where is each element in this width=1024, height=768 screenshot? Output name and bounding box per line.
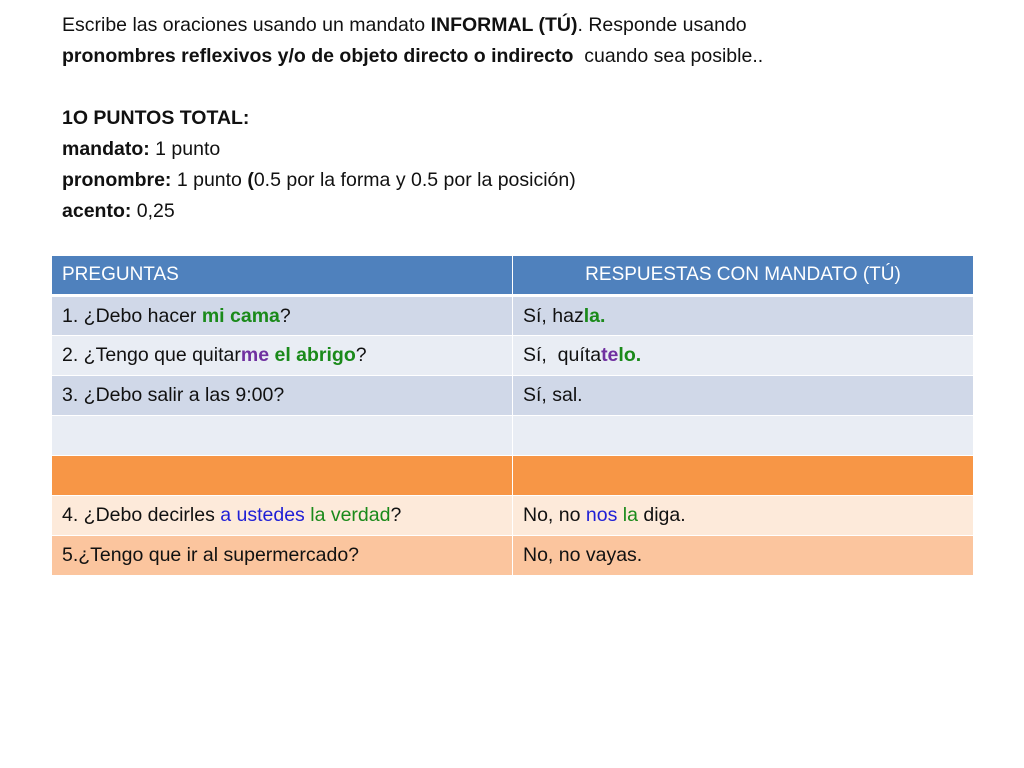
instruction-line-1 xyxy=(62,10,982,41)
question-text: 4. ¿Debo decirles xyxy=(62,504,221,526)
points-title xyxy=(62,103,982,134)
pronombre-paren: ( xyxy=(247,169,254,191)
direct-object-pronoun: la. xyxy=(583,304,606,327)
empty-cell xyxy=(513,416,974,456)
answer-cell: Sí, sal. xyxy=(513,376,974,416)
instruction-pronouns: pronombres reflexivos y/o de objeto directo o indirecto xyxy=(62,45,574,67)
answer-cell xyxy=(513,336,974,376)
table-row xyxy=(52,536,974,576)
reflexive-pronoun: te xyxy=(601,344,619,366)
instructions-block xyxy=(62,10,982,227)
acento-label: acento: xyxy=(62,200,132,222)
answer-cell: No, no vayas. xyxy=(513,536,974,576)
empty-cell xyxy=(52,416,513,456)
question-text: ? xyxy=(279,304,291,327)
table-row-separator xyxy=(52,456,974,496)
instruction-text: cuando sea posible.. xyxy=(573,45,764,67)
answer-text: Sí, quíta xyxy=(523,344,602,366)
question-text: 2. ¿Tengo que quitar xyxy=(62,344,241,366)
header-respuestas: RESPUESTAS CON MANDATO (TÚ) xyxy=(513,256,974,296)
answer-text: diga. xyxy=(637,504,686,526)
table-row-empty xyxy=(52,416,974,456)
table-row xyxy=(52,336,974,376)
answer-cell xyxy=(513,496,974,536)
question-cell: 5.¿Tengo que ir al supermercado? xyxy=(52,536,513,576)
table-header-row xyxy=(52,256,974,296)
answer-cell xyxy=(513,296,974,336)
question-text: ? xyxy=(355,344,367,366)
table-row xyxy=(52,376,974,416)
points-pronombre xyxy=(62,165,982,196)
question-text: 1. ¿Debo hacer xyxy=(62,304,202,327)
pronombre-value: 1 punto xyxy=(171,169,248,191)
instruction-line-2 xyxy=(62,41,982,72)
pronombre-label: pronombre: xyxy=(62,169,172,191)
empty-cell xyxy=(52,456,513,496)
mandato-label: mandato: xyxy=(62,138,150,160)
direct-object-pronoun: la xyxy=(622,504,638,526)
question-cell: 3. ¿Debo salir a las 9:00? xyxy=(52,376,513,416)
direct-object: la verdad xyxy=(310,504,391,526)
pronombre-detail: 0.5 por la forma y 0.5 por la posición) xyxy=(253,169,576,191)
indirect-object: a ustedes xyxy=(220,504,305,526)
answer-text: No, no xyxy=(523,504,586,526)
points-mandato xyxy=(62,134,982,165)
direct-object-pronoun: lo. xyxy=(618,344,642,366)
points-title-text: 1O PUNTOS TOTAL: xyxy=(62,107,250,129)
header-preguntas: PREGUNTAS xyxy=(52,256,513,296)
acento-value: 0,25 xyxy=(131,200,175,222)
question-text: ? xyxy=(390,504,402,526)
instruction-text: . Responde usando xyxy=(577,14,747,36)
indirect-object-pronoun: nos xyxy=(585,504,618,526)
direct-object: mi cama xyxy=(201,304,280,327)
reflexive-pronoun: me xyxy=(240,344,270,366)
mandato-value: 1 punto xyxy=(149,138,221,160)
question-cell xyxy=(52,496,513,536)
answer-text: Sí, haz xyxy=(523,304,584,327)
table-row xyxy=(52,296,974,336)
instruction-text: Escribe las oraciones usando un mandato xyxy=(62,14,431,36)
questions-table xyxy=(51,255,974,576)
question-cell xyxy=(52,336,513,376)
instruction-informal: INFORMAL (TÚ) xyxy=(430,14,578,36)
question-cell xyxy=(52,296,513,336)
table-row xyxy=(52,496,974,536)
direct-object: el abrigo xyxy=(274,344,356,366)
empty-cell xyxy=(513,456,974,496)
points-acento xyxy=(62,196,982,227)
